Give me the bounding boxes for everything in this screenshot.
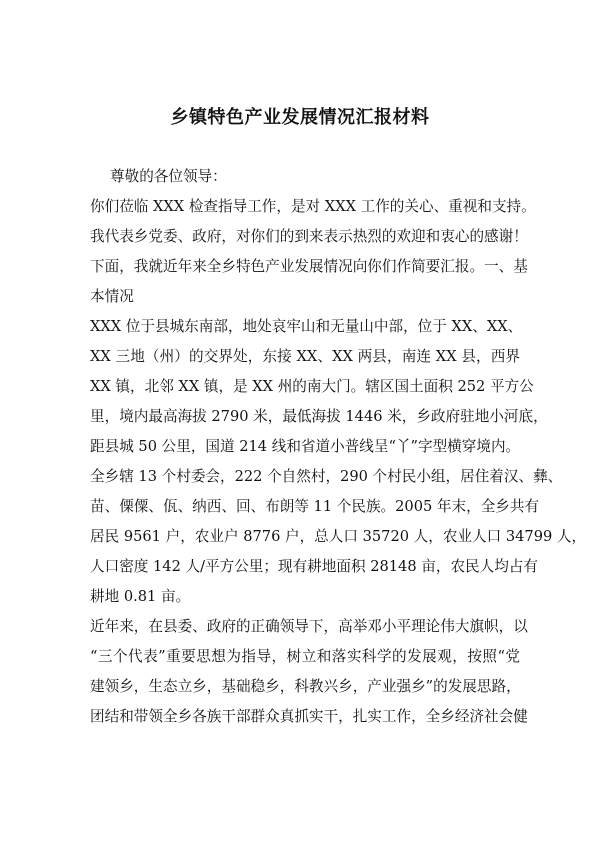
paragraph-line: 近年来，在县委、政府的正确领导下，高举邓小平理论伟大旗帜，以 bbox=[90, 618, 528, 635]
paragraph-line: 我代表乡党委、政府，对你们的到来表示热烈的欢迎和衷心的感谢！ bbox=[90, 228, 528, 245]
paragraph-line: 苗、傈僳、佤、纳西、回、布朗等 11 个民族。2005 年末，全乡共有 bbox=[90, 498, 540, 515]
paragraph-line: 里，境内最高海拔 2790 米，最低海拔 1446 米，乡政府驻地小河底， bbox=[90, 408, 548, 425]
paragraph-line: 全乡辖 13 个村委会，222 个自然村，290 个村民小组，居住着汉、彝、 bbox=[90, 468, 563, 485]
paragraph-line: XXX 位于县城东南部，地处哀牢山和无量山中部，位于 XX、XX、 bbox=[90, 318, 523, 335]
paragraph-line: 本情况 bbox=[90, 288, 134, 305]
paragraph-line: 人口密度 142 人/平方公里；现有耕地面积 28148 亩，农民人均占有 bbox=[90, 558, 539, 575]
document-title: 乡镇特色产业发展情况汇报材料 bbox=[170, 107, 430, 128]
paragraph-line: XX 三地（州）的交界处，东接 XX、XX 两县，南连 XX 县，西界 bbox=[90, 348, 520, 365]
document-body bbox=[90, 162, 587, 732]
paragraph-line: 建领乡，生态立乡，基础稳乡，科教兴乡，产业强乡”的发展思路， bbox=[90, 678, 521, 695]
paragraph-line: 你们莅临 XXX 检查指导工作，是对 XXX 工作的关心、重视和支持。 bbox=[90, 198, 536, 215]
greeting-line: 尊敬的各位领导： bbox=[110, 168, 227, 185]
paragraph-line: XX 镇，北邻 XX 镇，是 XX 州的南大门。辖区国土面积 252 平方公 bbox=[90, 378, 534, 395]
paragraph-line: “三个代表”重要思想为指导，树立和落实科学的发展观，按照“党 bbox=[90, 648, 520, 665]
paragraph-line: 下面，我就近年来全乡特色产业发展情况向你们作简要汇报。一、基 bbox=[90, 258, 528, 275]
paragraph-line: 居民 9561 户，农业户 8776 户，总人口 35720 人，农业人口 34799 人， bbox=[90, 528, 587, 545]
paragraph-line: 团结和带领全乡各族干部群众真抓实干，扎实工作，全乡经济社会健 bbox=[90, 708, 528, 725]
paragraph-line: 距县城 50 公里，国道 214 线和省道小普线呈“丫”字型横穿境内。 bbox=[90, 438, 521, 455]
paragraph-line: 耕地 0.81 亩。 bbox=[90, 588, 191, 605]
